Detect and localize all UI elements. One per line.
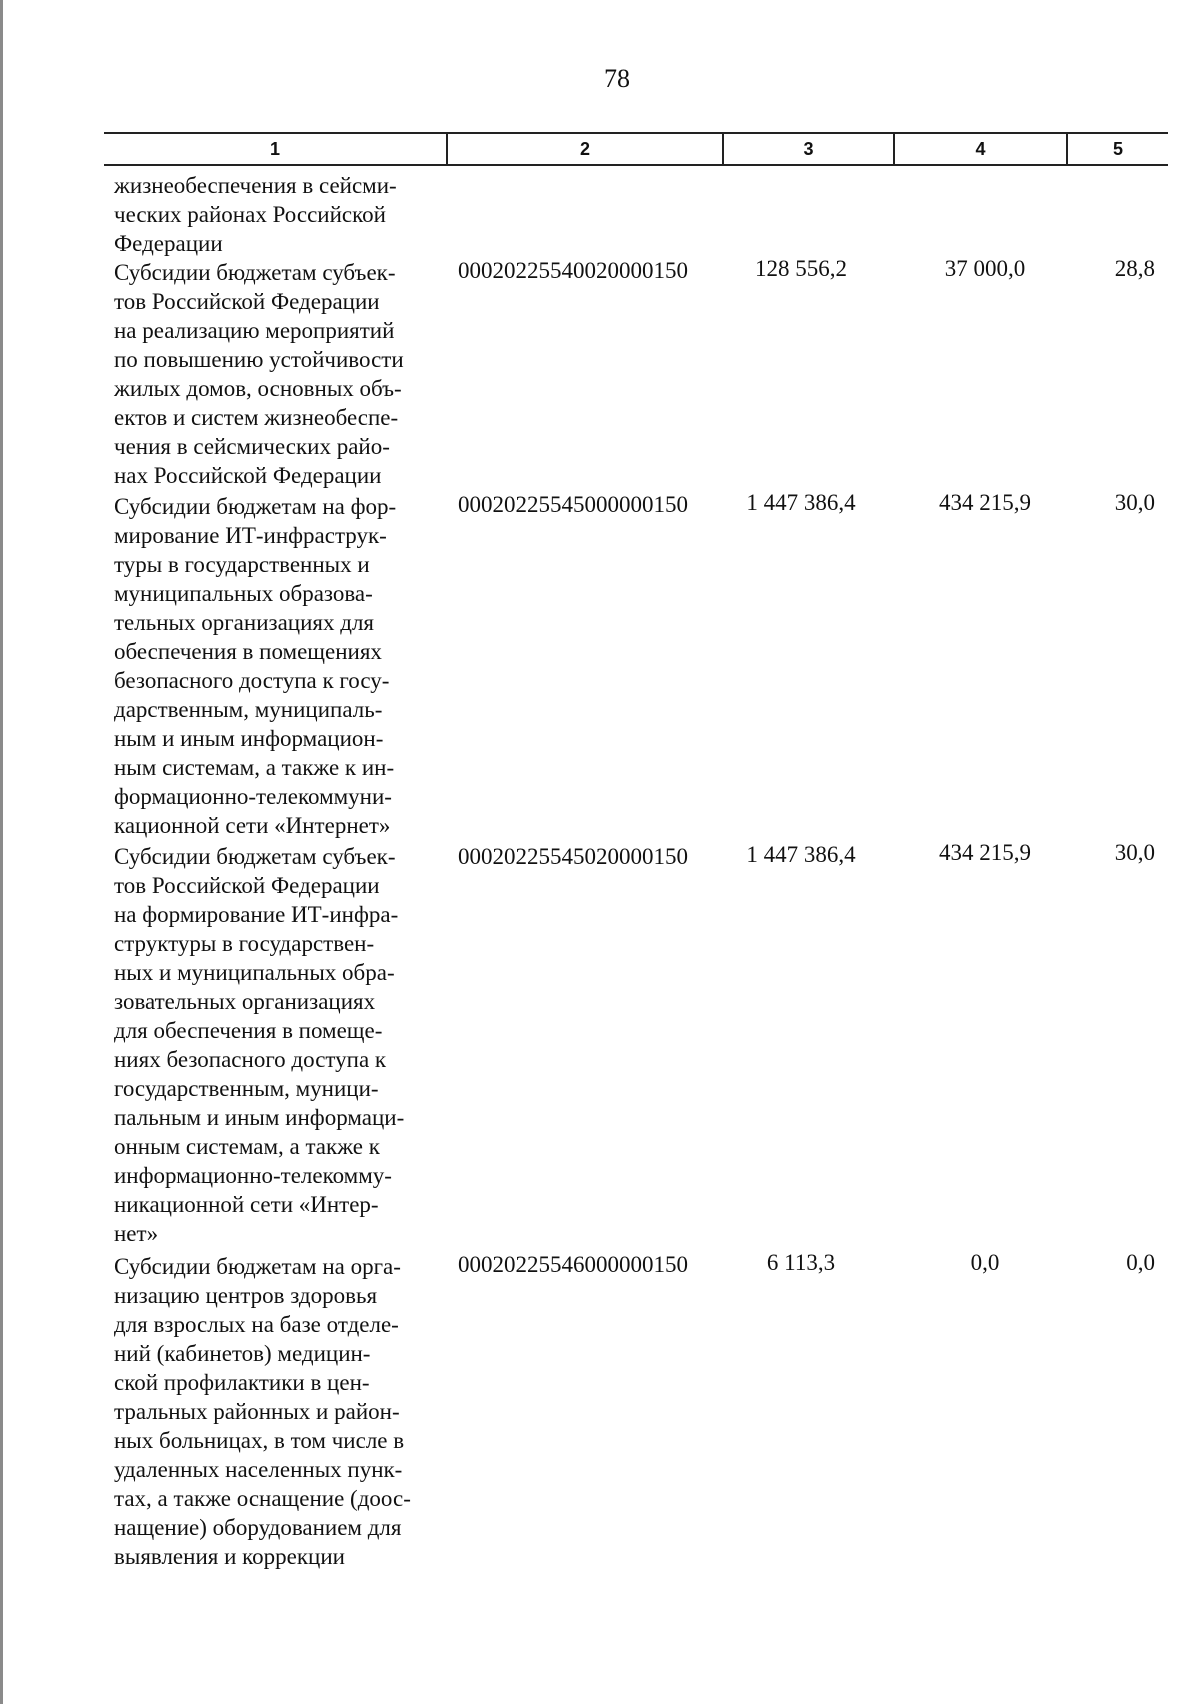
row-4-code: 00020225546000000150 — [458, 1252, 688, 1277]
column-header-4: 4 — [975, 139, 986, 159]
row-1-code: 00020225540020000150 — [458, 258, 688, 283]
header-top-rule — [104, 132, 1168, 134]
row-1-name: Субсидии бюджетам субъек- тов Российской Федерации на реализацию мероприятий по повышению устойчивости жилых домов, основных объ- ектов и систем жизнеобеспе- чения в сейсмических райо- нах Российской Федерации — [114, 260, 404, 488]
row-4-col5: 0,0 — [1126, 1250, 1155, 1275]
header-bottom-rule — [104, 164, 1168, 166]
row-2-col5: 30,0 — [1114, 490, 1155, 515]
continuation-text: жизнеобеспечения в сейсми- ческих районах Российской Федерации — [114, 173, 397, 256]
row-4-col3: 6 113,3 — [766, 1250, 836, 1275]
row-3-code: 00020225545020000150 — [458, 844, 688, 869]
row-3-col4: 434 215,9 — [939, 840, 1031, 865]
scan-left-edge — [0, 0, 3, 1704]
row-1-col3: 128 556,2 — [755, 256, 847, 281]
row-4-name: Субсидии бюджетам на орга- низацию центров здоровья для взрослых на базе отделе- ний (кабинетов) медицин- ской профилактики в цен- тральных районных и район- ных больницах, в том числе в удаленных населенных пунк- тах, а также оснащение (доос- нащение) оборудованием для выявления и коррекции — [114, 1254, 411, 1569]
row-3-col5: 30,0 — [1114, 840, 1155, 865]
column-header-5: 5 — [1112, 139, 1123, 159]
row-3-col3: 1 447 386,4 — [746, 842, 856, 867]
row-1-col5: 28,8 — [1114, 256, 1155, 281]
row-1-col4: 37 000,0 — [944, 256, 1026, 281]
column-header-2: 2 — [579, 139, 590, 159]
row-2-name: Субсидии бюджетам на фор- мирование ИТ-инфраструк- туры в государственных и муниципальных образова- тельных организациях для обеспечения в помещениях безопасного доступа к госу- дарственным, муниципаль- ным и иным информацион- ным системам, а также к ин- формационно-телекоммуни- кационной сети «Интернет» — [114, 494, 397, 838]
row-2-col3: 1 447 386,4 — [746, 490, 856, 515]
row-3-name: Субсидии бюджетам субъек- тов Российской Федерации на формирование ИТ-инфра- структуры в государствен- ных и муниципальных обра- зовательных организациях для обеспечения в помеще- ниях безопасного доступа к государственным, муници- пальным и иным информаци- онным системам, а также к информационно-телекомму- никационной сети «Интер- нет» — [114, 844, 405, 1246]
row-4-col4: 0,0 — [970, 1250, 1000, 1275]
column-header-1: 1 — [269, 139, 280, 159]
column-header-3: 3 — [803, 139, 814, 159]
row-2-code: 00020225545000000150 — [458, 492, 688, 517]
row-2-col4: 434 215,9 — [939, 490, 1031, 515]
page-number: 78 — [604, 64, 630, 93]
